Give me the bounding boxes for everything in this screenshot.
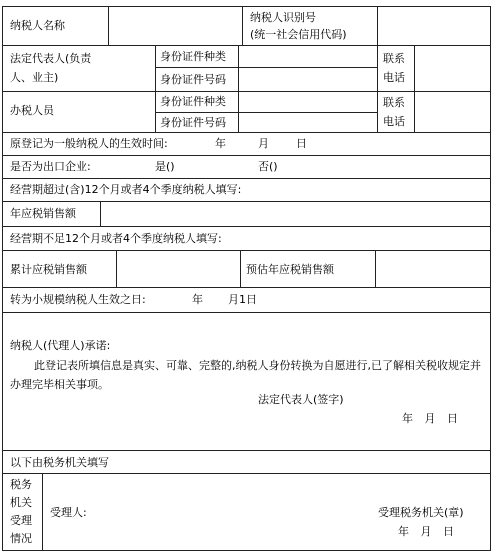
legal-rep-contact-label: 联系: [383, 52, 405, 65]
pledge-title: 纳税人(代理人)承诺:: [10, 339, 111, 352]
tax-handler-contact-label: 联系: [383, 96, 405, 109]
rule: [2, 473, 491, 474]
tax-handler-label: 办税人员: [10, 104, 54, 117]
rule: [2, 287, 491, 288]
registration-day: 日: [296, 137, 307, 150]
legal-rep-label-sub: 人、业主): [10, 71, 59, 84]
legal-rep-signature: 法定代表人(签字): [258, 393, 344, 406]
rule: [2, 178, 491, 179]
rule: [155, 45, 156, 133]
rule: [2, 155, 491, 156]
exporter-yes-option: 是(): [155, 160, 175, 173]
registration-effective-label: 原登记为一般纳税人的生效时间:: [10, 137, 168, 150]
tax-handler-id-number-label: 身份证件号码: [160, 116, 226, 129]
rule: [2, 250, 491, 251]
rule: [2, 450, 491, 451]
small-scale-month-day: 月1日: [228, 293, 257, 306]
small-scale-year: 年: [192, 293, 203, 306]
exporter-label: 是否为出口企业:: [10, 160, 91, 173]
rule: [2, 6, 3, 551]
legal-rep-label: 法定代表人(负责: [10, 52, 92, 65]
acceptor-label: 受理人:: [50, 506, 87, 519]
taxpayer-id-label-sub: (统一社会信用代码): [250, 28, 347, 41]
rule: [155, 112, 377, 113]
registration-month: 月: [258, 137, 269, 150]
rule: [242, 6, 243, 46]
rule: [116, 250, 117, 288]
pledge-body: 此登记表所填信息是真实、可靠、完整的,纳税人身份转换为自愿进行,已了解相关税收规定并办理完毕相关事项。: [10, 359, 481, 391]
registration-year: 年: [215, 137, 226, 150]
taxpayer-name-label: 纳税人名称: [10, 19, 65, 32]
rule: [414, 45, 415, 133]
rule: [42, 473, 43, 551]
legal-rep-id-type-label: 身份证件种类: [160, 50, 226, 63]
annual-taxable-sales-label: 年应税销售额: [10, 207, 76, 220]
rule: [2, 312, 491, 313]
estimated-annual-sales-label: 预估年应税销售额: [246, 263, 334, 276]
rule: [375, 250, 376, 288]
taxpayer-id-label: 纳税人识别号: [250, 11, 316, 24]
rule: [240, 250, 241, 288]
tax-handler-contact-label-sub: 电话: [383, 115, 405, 128]
exporter-no-option: 否(): [258, 160, 278, 173]
rule: [377, 45, 378, 133]
tax-authority-label-2: 机关: [10, 496, 32, 509]
tax-authority-fill-label: 以下由税务机关填写: [10, 456, 109, 469]
rule: [377, 6, 378, 46]
rule: [238, 45, 239, 133]
over-12-months-label: 经营期超过(含)12个月或者4个季度纳税人填写:: [10, 183, 242, 196]
rule: [2, 226, 491, 227]
rule: [490, 6, 491, 551]
rule: [2, 91, 491, 92]
rule: [2, 6, 491, 7]
rule: [2, 550, 491, 551]
rule: [2, 45, 491, 46]
tax-authority-label-1: 税务: [10, 478, 32, 491]
rule: [155, 67, 377, 68]
legal-rep-id-number-label: 身份证件号码: [160, 73, 226, 86]
cumulative-taxable-sales-label: 累计应税销售额: [10, 263, 87, 276]
accepting-authority-seal: 受理税务机关(章): [378, 506, 464, 519]
rule: [2, 132, 491, 133]
tax-authority-label-3: 受理: [10, 514, 32, 527]
under-12-months-label: 经营期不足12个月或者4个季度纳税人填写:: [10, 232, 222, 245]
tax-authority-label-4: 情况: [10, 532, 32, 545]
tax-handler-id-type-label: 身份证件种类: [160, 95, 226, 108]
accept-date: 年 月 日: [398, 525, 458, 538]
small-scale-effective-label: 转为小规模纳税人生效之日:: [10, 293, 146, 306]
rule: [2, 201, 491, 202]
rule: [100, 201, 101, 227]
sign-date: 年 月 日: [402, 412, 462, 425]
rule: [108, 6, 109, 46]
legal-rep-contact-label-sub: 电话: [383, 71, 405, 84]
